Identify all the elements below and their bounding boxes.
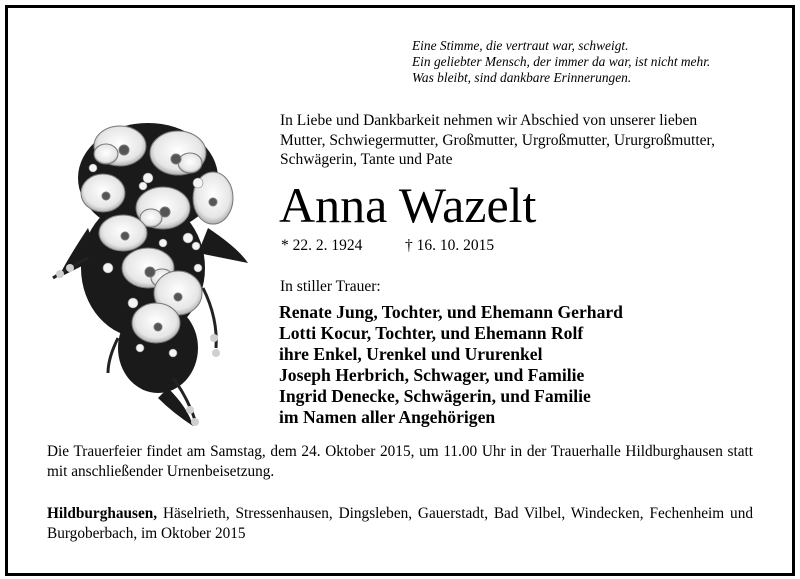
life-dates (281, 237, 495, 255)
funeral-ceremony-notice: Die Trauerfeier findet am Samstag, dem 24. Oktober 2015, um 11.00 Uhr in der Trauerhalle Hildburghausen statt mit anschließender Urnenbeisetzung. (47, 443, 753, 480)
intro-line: Mutter, Schwiegermutter, Großmutter, Urgroßmutter, Ururgroßmutter, (280, 131, 715, 149)
mourner-entry: Ingrid Denecke, Schwägerin, und Familie (279, 386, 591, 406)
intro-line: In Liebe und Dankbarkeit nehmen wir Abschied von unserer lieben (280, 112, 698, 129)
places-and-date (47, 504, 753, 543)
mourning-label: In stiller Trauer: (280, 278, 381, 295)
intro-text (280, 111, 715, 170)
places-lead: Hildburghausen, (47, 505, 158, 522)
death-date: † 16. 10. 2015 (405, 237, 495, 254)
mourner-entry: ihre Enkel, Urenkel und Ururenkel (279, 344, 543, 364)
mourner-entry: im Namen aller Angehörigen (279, 407, 496, 427)
motto-line: Was bleibt, sind dankbare Erinnerungen. (412, 70, 632, 85)
intro-line: Schwägerin, Tante und Pate (280, 151, 453, 168)
mourner-entry: Renate Jung, Tochter, und Ehemann Gerhard (279, 302, 623, 322)
places-rest: Häselrieth, Stressenhausen, Dingsleben, Gauerstadt, Bad Vilbel, Windecken, Fechenheim und Burgoberbach, im Oktober 2015 (47, 505, 753, 542)
orchid-bouquet-icon (48, 108, 253, 428)
deceased-name: Anna Wazelt (279, 177, 537, 233)
birth-date: * 22. 2. 1924 (281, 237, 363, 254)
mourners-list (279, 302, 623, 428)
mourner-entry: Joseph Herbrich, Schwager, und Familie (279, 365, 585, 385)
motto-line: Eine Stimme, die vertraut war, schweigt. (412, 38, 629, 53)
mourner-entry: Lotti Kocur, Tochter, und Ehemann Rolf (279, 323, 584, 343)
motto-line: Ein geliebter Mensch, der immer da war, ist nicht mehr. (412, 54, 711, 69)
motto-verse (412, 38, 710, 86)
